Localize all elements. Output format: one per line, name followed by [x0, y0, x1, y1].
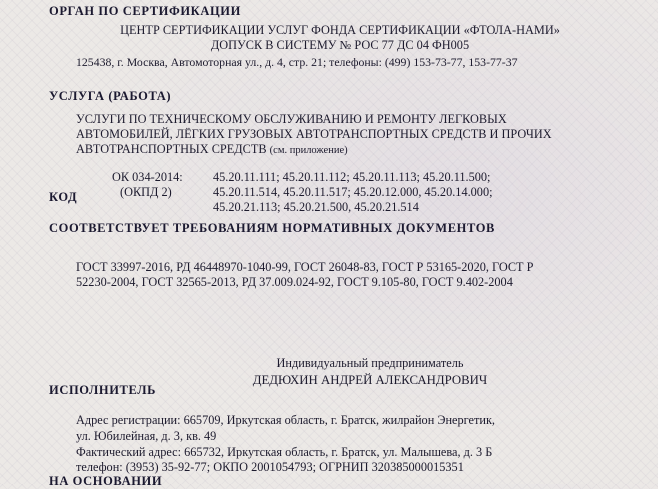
executor-type: Индивидуальный предприниматель — [276, 356, 464, 370]
organ-address: 125438, г. Москва, Автомоторная ул., д. 4, стр. 21; телефоны: (499) 153-73-77, 153-77-37 — [76, 55, 518, 69]
service-line-1: УСЛУГИ ПО ТЕХНИЧЕСКОМУ ОБСЛУЖИВАНИЮ И РЕМОНТУ ЛЕГКОВЫХ — [76, 112, 507, 126]
contact-line: телефон: (3953) 35-92-77; ОКПО 2001054793; ОГРНИП 320385000015351 — [76, 460, 464, 474]
compliance-header: СООТВЕТСТВУЕТ ТРЕБОВАНИЯМ НОРМАТИВНЫХ ДОКУМЕНТОВ — [49, 221, 495, 235]
executor-header: ИСПОЛНИТЕЛЬ — [49, 383, 157, 397]
service-header: УСЛУГА (РАБОТА) — [49, 89, 172, 103]
standards-line-2: 52230-2004, ГОСТ 32565-2013, РД 37.009.024-92, ГОСТ 9.105-80, ГОСТ 9.402-2004 — [76, 275, 513, 289]
service-line-2: АВТОМОБИЛЕЙ, ЛЁГКИХ ГРУЗОВЫХ АВТОТРАНСПОРТНЫХ СРЕДСТВ И ПРОЧИХ — [76, 127, 552, 141]
codes-line-2: 45.20.11.514, 45.20.11.517; 45.20.12.000, 45.20.14.000; — [213, 185, 493, 199]
organ-name: ЦЕНТР СЕРТИФИКАЦИИ УСЛУГ ФОНДА СЕРТИФИКАЦИИ «ФТОЛА-НАМИ» — [120, 23, 560, 37]
organ-accreditation: ДОПУСК В СИСТЕМУ № РОС 77 ДС 04 ФН005 — [210, 38, 470, 52]
organ-header: ОРГАН ПО СЕРТИФИКАЦИИ — [49, 4, 241, 18]
registration-address-line-1: Адрес регистрации: 665709, Иркутская область, г. Братск, жилрайон Энергетик, — [76, 413, 496, 427]
service-line-3 — [76, 142, 348, 158]
basis-header: НА ОСНОВАНИИ — [49, 474, 163, 488]
service-note: (см. приложение) — [269, 145, 348, 156]
codes-line-1: 45.20.11.111; 45.20.11.112; 45.20.11.113; 45.20.11.500; — [213, 170, 491, 184]
classifier-abbr: (ОКПД 2) — [120, 185, 172, 199]
classifier-name: ОК 034-2014: — [112, 170, 183, 184]
service-line-3-text: АВТОТРАНСПОРТНЫХ СРЕДСТВ — [76, 142, 267, 156]
registration-address-line-2: ул. Юбилейная, д. 3, кв. 49 — [76, 429, 217, 443]
code-header: КОД — [49, 190, 78, 204]
executor-name: ДЕДЮХИН АНДРЕЙ АЛЕКСАНДРОВИЧ — [252, 373, 488, 387]
codes-line-3: 45.20.21.113; 45.20.21.500, 45.20.21.514 — [213, 200, 419, 214]
standards-line-1: ГОСТ 33997-2016, РД 46448970-1040-99, ГОСТ 26048-83, ГОСТ Р 53165-2020, ГОСТ Р — [76, 260, 534, 274]
actual-address: Фактический адрес: 665732, Иркутская область, г. Братск, ул. Малышева, д. 3 Б — [76, 445, 493, 459]
